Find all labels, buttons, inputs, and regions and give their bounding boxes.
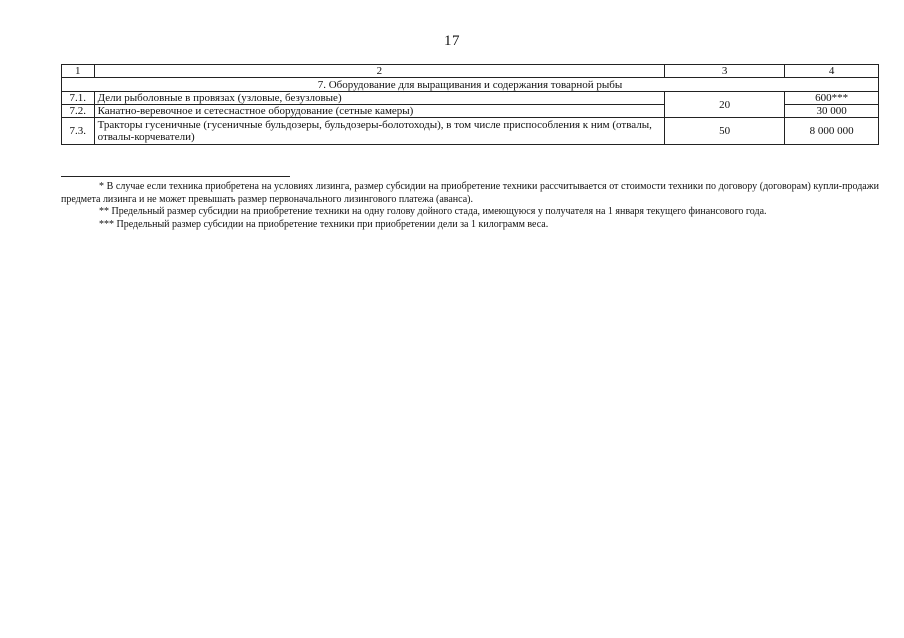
footnote-1: * В случае если техника приобретена на условиях лизинга, размер субсидии на приобретение техники рассчитывается от стоимости техники по договору (договорам) купли-продажи предмета лизинга и не может превышать размер первоначального лизингового платежа (аванса). bbox=[61, 181, 879, 205]
subsidy-table bbox=[61, 64, 879, 145]
header-cell-1: 1 bbox=[62, 65, 95, 78]
page-number: 17 bbox=[444, 33, 460, 49]
table-row bbox=[62, 118, 879, 145]
footnote-3: *** Предельный размер субсидии на приобретение техники при приобретении дели за 1 килограмм веса. bbox=[99, 218, 549, 230]
row-name: Канатно-веревочное и сетеснастное оборудование (сетные камеры) bbox=[94, 105, 664, 118]
section-row bbox=[62, 78, 879, 92]
row-number: 7.1. bbox=[62, 92, 95, 105]
footnote-2: ** Предельный размер субсидии на приобретение техники на одну голову дойного стада, имеющуюся у получателя на 1 января текущего финансового года. bbox=[99, 206, 767, 217]
table-header-row bbox=[62, 65, 879, 78]
header-cell-3: 3 bbox=[665, 65, 785, 78]
row-percent: 50 bbox=[665, 118, 785, 145]
row-number: 7.2. bbox=[62, 105, 95, 118]
row-name: Тракторы гусеничные (гусеничные бульдозеры, бульдозеры-болотоходы), в том числе приспособления к ним (отвалы, отвалы-корчеватели) bbox=[94, 118, 664, 145]
footnotes bbox=[61, 181, 879, 231]
row-value: 8 000 000 bbox=[785, 118, 879, 145]
section-title: 7. Оборудование для выращивания и содержания товарной рыбы bbox=[62, 78, 879, 92]
row-percent: 20 bbox=[665, 92, 785, 118]
table-row bbox=[62, 92, 879, 105]
header-cell-2: 2 bbox=[94, 65, 664, 78]
row-number: 7.3. bbox=[62, 118, 95, 145]
row-value: 30 000 bbox=[785, 105, 879, 118]
row-value: 600*** bbox=[785, 92, 879, 105]
footnote-divider bbox=[61, 176, 290, 177]
row-name: Дели рыболовные в провязах (узловые, безузловые) bbox=[94, 92, 664, 105]
header-cell-4: 4 bbox=[785, 65, 879, 78]
